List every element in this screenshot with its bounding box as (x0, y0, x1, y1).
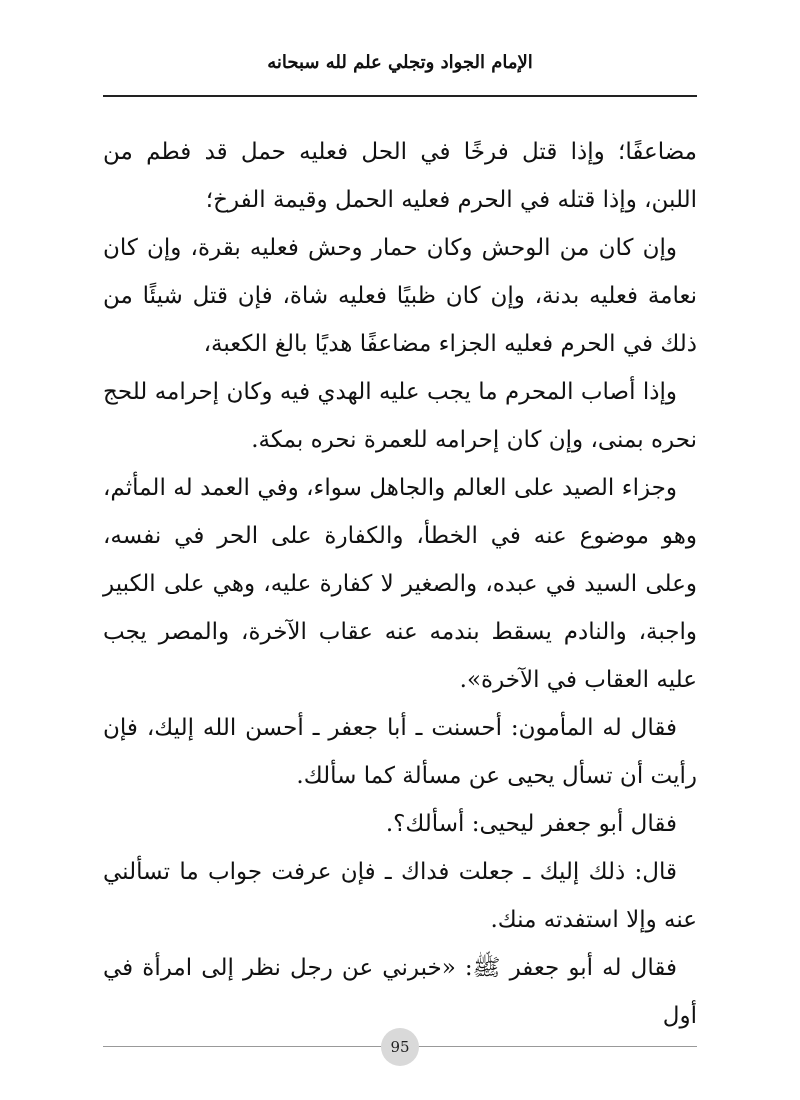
paragraph-6: فقال أبو جعفر ليحيى: أسألك؟. (385, 811, 677, 837)
running-header: الإمام الجواد وتجلي علم لله سبحانه (267, 52, 533, 73)
footer-rule-right (418, 1046, 697, 1047)
paragraph-5: فقال له المأمون: أحسنت ـ أبا جعفر ـ أحسن الله إليك، فإن رأيت أن تسأل يحيى عن مسألة كما سألك. (103, 715, 697, 789)
page-body (103, 128, 697, 1040)
footer-rule-left (103, 1046, 383, 1047)
header-divider (103, 95, 697, 97)
paragraph-4: وجزاء الصيد على العالم والجاهل سواء، وفي العمد له المأثم، وهو موضوع عنه في الخطأ، والكفارة على الحر في نفسه، وعلى السيد في عبده، والصغير لا كفارة عليه، وهي على الكبير واجبة، والنادم يسقط بندمه عنه عقاب الآخرة، والمصر يجب عليه العقاب في الآخرة». (103, 475, 697, 693)
paragraph-1: مضاعفًا؛ وإذا قتل فرخًا في الحل فعليه حمل قد فطم من اللبن، وإذا قتله في الحرم فعليه الحمل وقيمة الفرخ؛ (103, 139, 697, 213)
page-number: 95 (381, 1028, 419, 1066)
paragraph-2: وإن كان من الوحش وكان حمار وحش فعليه بقرة، وإن كان نعامة فعليه بدنة، وإن كان ظبيًا فعليه شاة، فإن قتل شيئًا من ذلك في الحرم فعليه الجزاء مضاعفًا هديًا بالغ الكعبة، (103, 235, 697, 357)
paragraph-8: فقال له أبو جعفر ﷺ: «خبرني عن رجل نظر إلى امرأة في أول (103, 955, 697, 1029)
paragraph-3: وإذا أصاب المحرم ما يجب عليه الهدي فيه وكان إحرامه للحج نحره بمنى، وإن كان إحرامه للعمرة نحره بمكة. (103, 379, 697, 453)
paragraph-7: قال: ذلك إليك ـ جعلت فداك ـ فإن عرفت جواب ما تسألني عنه وإلا استفدته منك. (103, 859, 697, 933)
